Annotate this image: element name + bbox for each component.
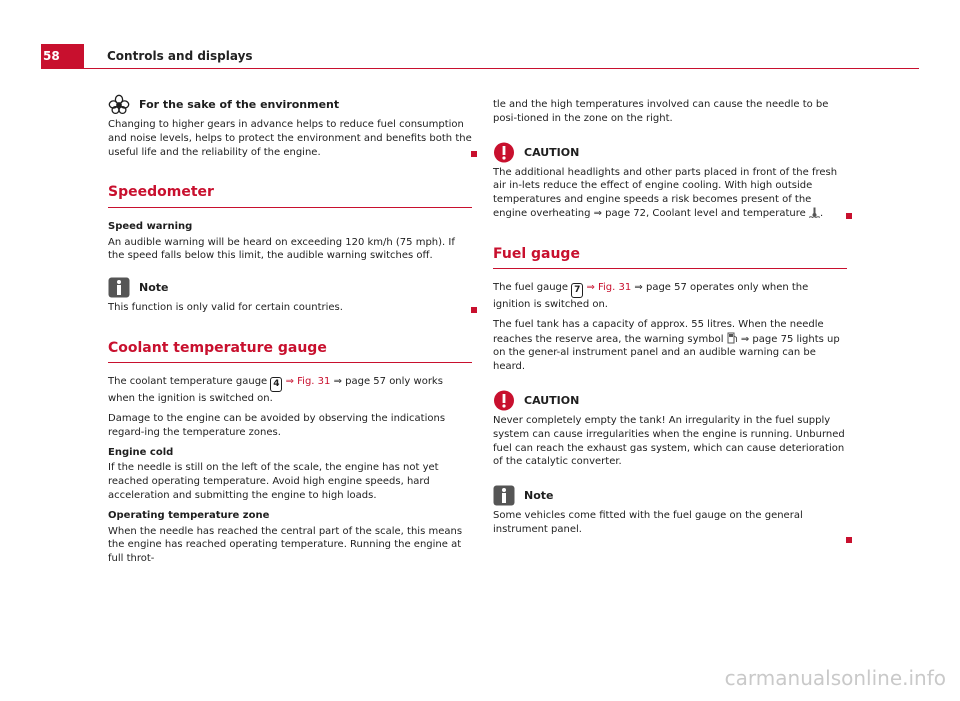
section-end-marker [846, 213, 852, 219]
chapter-title: Controls and displays [107, 49, 253, 63]
section-end-marker [471, 151, 477, 157]
coolant-damage-text: Damage to the engine can be avoided by observing the indications regard-ing the temperature zones. [108, 413, 446, 438]
fuel-gauge-heading: Fuel gauge [493, 245, 847, 269]
speed-warning-text: An audible warning will be heard on exceeding 120 km/h (75 mph). If the speed falls below this limit, the audible warning switches off. [108, 236, 455, 262]
coolant-heading: Coolant temperature gauge [108, 339, 472, 363]
engine-cold-text: If the needle is still on the left of the scale, the engine has not yet reached operating temperature. Avoid high engine speeds, hard acceleration and submitting the engine to high loads. [108, 462, 439, 501]
fuel-pump-icon [727, 332, 738, 344]
right-column [493, 98, 847, 563]
page-number: 58 [41, 44, 84, 68]
environment-box-title [108, 94, 472, 115]
caution-icon [493, 142, 515, 163]
environment-title: For the sake of the environment [139, 97, 340, 111]
page-header [41, 44, 919, 69]
note-title: Note [524, 489, 554, 503]
speedometer-heading: Speedometer [108, 183, 472, 207]
note-icon [108, 277, 130, 298]
section-end-marker [846, 537, 852, 543]
figure-link[interactable]: ⇒ Fig. 31 [285, 376, 331, 388]
note-text: Some vehicles come fitted with the fuel gauge on the general instrument panel. [493, 510, 803, 536]
note-text: This function is only valid for certain countries. [108, 302, 343, 314]
caution-box-title [493, 142, 847, 163]
caution-box-title [493, 390, 847, 411]
operating-temp-text: When the needle has reached the central part of the scale, this means the engine has reached operating temperature. Running the engine at full throt- [108, 525, 463, 565]
note-icon [493, 485, 515, 506]
fuel-tank-text: The fuel tank has a capacity of approx. 55 litres. When the needle reaches the reserve area, the warning symbol ⇒ page 75 lights up on the gener-al instrument panel and an audible warning can be heard. [493, 318, 840, 373]
caution-text: The additional headlights and other parts placed in front of the fresh air in-lets reduce the effect of engine cooling. With high outside temperatures and engine speeds a risk becomes present of the engine overheating ⇒ page 72, Coolant level and temperature . [493, 166, 838, 219]
engine-cold-title: Engine cold [108, 446, 174, 458]
callout-number-7: 7 [571, 283, 583, 298]
continued-text: tle and the high temperatures involved can cause the needle to be posi-tioned in the zone on the right. [493, 99, 829, 124]
callout-number-4: 4 [270, 377, 282, 392]
caution-text: Never completely empty the tank! An irregularity in the fuel supply system can cause irregularities when the engine is running. Unburned fuel can reach the exhaust gas system, which can cause deterioration of the catalytic converter. [493, 415, 845, 468]
caution-title: CAUTION [524, 393, 580, 407]
coolant-intro: The coolant temperature gauge 4 ⇒ Fig. 31 ⇒ page 57 only works when the ignition is switched on. [108, 376, 443, 405]
caution-icon [493, 390, 515, 411]
operating-temp-title: Operating temperature zone [108, 509, 270, 521]
note-box-title [493, 485, 847, 506]
watermark: carmanualsonline.info [724, 666, 946, 691]
note-box-title [108, 277, 472, 298]
fuel-intro: The fuel gauge 7 ⇒ Fig. 31 ⇒ page 57 operates only when the ignition is switched on. [493, 282, 809, 311]
section-end-marker [471, 307, 477, 313]
left-column [108, 94, 472, 572]
caution-title: CAUTION [524, 145, 580, 159]
speed-warning-title: Speed warning [108, 220, 193, 232]
note-title: Note [139, 281, 169, 294]
environment-text: Changing to higher gears in advance helps to reduce fuel consumption and noise levels, helps to protect the environment and benefits both the useful life and the reliability of the engine. [108, 119, 472, 158]
flower-icon [108, 94, 130, 115]
figure-link[interactable]: ⇒ Fig. 31 [586, 282, 632, 294]
